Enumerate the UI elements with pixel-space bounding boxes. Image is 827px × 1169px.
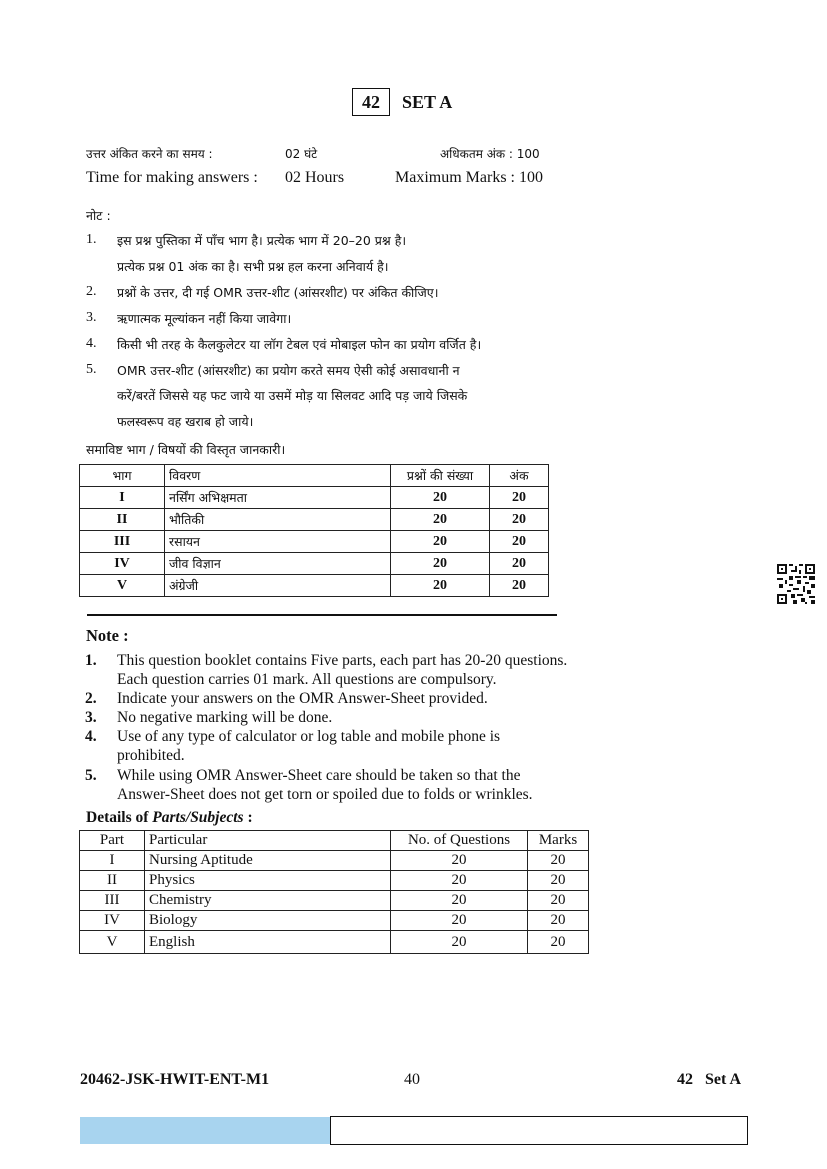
english-note-line: Use of any type of calculator or log table and mobile phone is: [117, 728, 501, 745]
cell-part: II: [80, 509, 165, 531]
hindi-note-number: 1.: [86, 232, 97, 247]
hindi-note-line: प्रश्नों के उत्तर, दी गई OMR उत्तर-शीट (आंसरशीट) पर अंकित कीजिए।: [117, 285, 439, 300]
cell-particular: अंग्रेजी: [165, 575, 391, 597]
cell-particular: भौतिकी: [165, 509, 391, 531]
header-part: Part: [80, 831, 145, 851]
hindi-note-number: 5.: [86, 362, 97, 377]
cell-marks: 20: [490, 531, 549, 553]
english-details-title: [86, 809, 253, 827]
cell-questions: 20: [391, 911, 528, 931]
hindi-time-value: 02 घंटे: [285, 147, 318, 161]
header-part: भाग: [80, 465, 165, 487]
cell-part: III: [80, 891, 145, 911]
table-header-row: [80, 465, 549, 487]
table-row: [80, 911, 589, 931]
hindi-note-line: प्रत्येक प्रश्न 01 अंक का है। सभी प्रश्न हल करना अनिवार्य है।: [117, 259, 389, 274]
cell-marks: 20: [490, 575, 549, 597]
hindi-note-line: फलस्वरूप वह खराब हो जाये।: [117, 414, 254, 429]
footer-paper-code: 20462-JSK-HWIT-ENT-M1: [80, 1071, 270, 1088]
details-italic: Parts/Subjects: [152, 809, 244, 826]
cell-marks: 20: [490, 487, 549, 509]
table-row: [80, 509, 549, 531]
english-note-line: While using OMR Answer-Sheet care should be taken so that the: [117, 767, 521, 784]
time-label: Time for making answers :: [86, 169, 258, 186]
table-row: [80, 931, 589, 954]
hindi-note-line: OMR उत्तर-शीट (आंसरशीट) का प्रयोग करते समय ऐसी कोई असावधानी न: [117, 363, 460, 378]
english-note-line: prohibited.: [117, 747, 185, 764]
english-note-number: 3.: [85, 709, 97, 726]
table-row: [80, 487, 549, 509]
english-note-number: 4.: [85, 728, 97, 745]
hindi-time-label: उत्तर अंकित करने का समय :: [86, 147, 213, 161]
table-row: [80, 891, 589, 911]
cell-questions: 20: [391, 891, 528, 911]
english-note-line: Indicate your answers on the OMR Answer-Sheet provided.: [117, 690, 488, 707]
cell-part: II: [80, 871, 145, 891]
cell-part: V: [80, 575, 165, 597]
details-suffix: :: [247, 809, 253, 826]
hindi-note-line: इस प्रश्न पुस्तिका में पाँच भाग है। प्रत्येक भाग में 20–20 प्रश्न है।: [117, 233, 407, 248]
cell-part: V: [80, 931, 145, 954]
hindi-note-title: नोट :: [86, 208, 111, 223]
cell-questions: 20: [391, 553, 490, 575]
english-note-number: 1.: [85, 652, 97, 669]
english-note-line: Each question carries 01 mark. All questions are compulsory.: [117, 671, 497, 688]
cell-marks: 20: [528, 871, 589, 891]
cell-part: IV: [80, 911, 145, 931]
hindi-parts-table: [79, 464, 549, 597]
header-marks: Marks: [528, 831, 589, 851]
cell-particular: रसायन: [165, 531, 391, 553]
header-particular: विवरण: [165, 465, 391, 487]
cell-part: IV: [80, 553, 165, 575]
header-questions: No. of Questions: [391, 831, 528, 851]
hindi-details-title: समाविष्ट भाग / विषयों की विस्तृत जानकारी।: [86, 442, 286, 457]
cell-part: I: [80, 851, 145, 871]
table-header-row: [80, 831, 589, 851]
booklet-code-box: 42: [352, 88, 390, 116]
header-marks: अंक: [490, 465, 549, 487]
english-note-line: No negative marking will be done.: [117, 709, 333, 726]
cell-marks: 20: [528, 931, 589, 954]
hindi-note-number: 2.: [86, 284, 97, 299]
table-row: [80, 851, 589, 871]
cell-particular: English: [145, 931, 391, 954]
cell-marks: 20: [528, 891, 589, 911]
cell-questions: 20: [391, 575, 490, 597]
english-note-line: This question booklet contains Five parts, each part has 20-20 questions.: [117, 652, 568, 669]
header-questions: प्रश्नों की संख्या: [391, 465, 490, 487]
cell-particular: Biology: [145, 911, 391, 931]
cell-questions: 20: [391, 509, 490, 531]
cell-questions: 20: [391, 531, 490, 553]
footer-color-band: [80, 1117, 331, 1144]
section-divider: [87, 614, 557, 616]
cell-particular: नर्सिंग अभिक्षमता: [165, 487, 391, 509]
footer-set: 42 Set A: [677, 1071, 741, 1088]
hindi-note-line: किसी भी तरह के कैलकुलेटर या लॉग टेबल एवं मोबाइल फोन का प्रयोग वर्जित है।: [117, 337, 482, 352]
cell-part: III: [80, 531, 165, 553]
time-value: 02 Hours: [285, 169, 345, 186]
hindi-note-number: 3.: [86, 310, 97, 325]
english-parts-table: [79, 830, 589, 954]
details-prefix: Details of: [86, 809, 149, 826]
table-row: [80, 871, 589, 891]
hindi-note-line: ऋणात्मक मूल्यांकन नहीं किया जावेगा।: [117, 311, 292, 326]
footer-page-number: 40: [404, 1071, 420, 1088]
cell-questions: 20: [391, 851, 528, 871]
footer-box: [330, 1116, 748, 1145]
table-row: [80, 553, 549, 575]
english-note-title: Note :: [86, 626, 129, 645]
cell-particular: जीव विज्ञान: [165, 553, 391, 575]
cell-marks: 20: [490, 553, 549, 575]
cell-marks: 20: [528, 911, 589, 931]
hindi-max-marks: अधिकतम अंक : 100: [440, 147, 540, 161]
max-marks: Maximum Marks : 100: [395, 169, 543, 186]
header-particular: Particular: [145, 831, 391, 851]
table-row: [80, 575, 549, 597]
cell-particular: Chemistry: [145, 891, 391, 911]
cell-questions: 20: [391, 487, 490, 509]
english-note-number: 2.: [85, 690, 97, 707]
table-row: [80, 531, 549, 553]
hindi-note-line: करें/बरतें जिससे यह फट जाये या उसमें मोड़ या सिलवट आदि पड़ जाये जिसके: [117, 388, 468, 403]
cell-marks: 20: [490, 509, 549, 531]
cell-particular: Physics: [145, 871, 391, 891]
cell-questions: 20: [391, 871, 528, 891]
qr-code: [777, 564, 815, 604]
cell-particular: Nursing Aptitude: [145, 851, 391, 871]
cell-questions: 20: [391, 931, 528, 954]
cell-part: I: [80, 487, 165, 509]
cell-marks: 20: [528, 851, 589, 871]
english-note-line: Answer-Sheet does not get torn or spoiled due to folds or wrinkles.: [117, 786, 533, 803]
english-note-number: 5.: [85, 767, 97, 784]
hindi-note-number: 4.: [86, 336, 97, 351]
set-label: SET A: [402, 92, 453, 112]
